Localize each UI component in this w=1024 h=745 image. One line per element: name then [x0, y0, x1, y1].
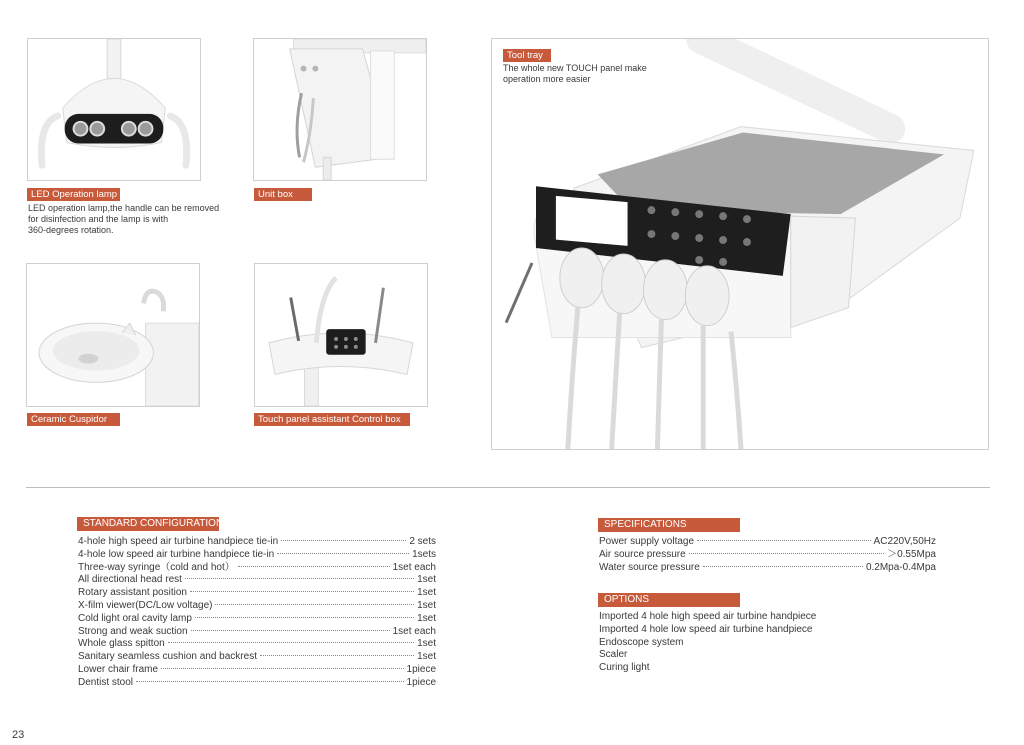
led-lamp-label: LED Operation lamp — [27, 188, 120, 201]
list-item: Strong and weak suction 1set each — [78, 625, 436, 637]
list-item: 4-hole low speed air turbine handpiece tie-in 1sets — [78, 548, 436, 560]
tool-tray-illustration — [492, 39, 988, 449]
list-item: Whole glass spitton 1set — [78, 638, 436, 650]
standard-configuration-title: STANDARD CONFIGURATION — [77, 517, 219, 531]
list-item: Three-way syringe（cold and hot） 1set each — [78, 561, 436, 573]
tool-tray-label: Tool tray — [503, 49, 551, 62]
list-item: 4-hole high speed air turbine handpiece tie-in 2 sets — [78, 536, 436, 547]
section-divider — [26, 487, 990, 488]
assistant-control-box-illustration — [255, 264, 427, 406]
led-lamp-illustration — [28, 39, 200, 180]
page-number: 23 — [12, 729, 25, 741]
list-item: Cold light oral cavity lamp 1set — [78, 612, 436, 624]
tool-tray-caption: The whole new TOUCH panel make operation more easier — [503, 63, 647, 84]
options-list — [599, 611, 816, 675]
led-lamp-caption: LED operation lamp,the handle can be removed for disinfection and the lamp is with 360-degrees rotation. — [28, 203, 220, 235]
list-item: All directional head rest 1set — [78, 574, 436, 586]
list-item: Lower chair frame 1piece — [78, 663, 436, 675]
standard-configuration-list — [78, 536, 436, 690]
list-item: Dentist stool 1piece — [78, 676, 436, 688]
list-item: Endoscope system — [599, 636, 684, 648]
unit-box-illustration — [254, 39, 426, 180]
specifications-list — [599, 536, 936, 574]
list-item: Air source pressure ＞0.55Mpa — [599, 548, 936, 560]
unit-box-label: Unit box — [254, 188, 312, 201]
options-title: OPTIONS — [598, 593, 740, 607]
list-item: Sanitary seamless cushion and backrest 1set — [78, 651, 436, 663]
specifications-title: SPECIFICATIONS — [598, 518, 740, 532]
tool-tray-photo — [491, 38, 989, 450]
cuspidor-photo — [26, 263, 200, 407]
list-item: Curing light — [599, 662, 650, 674]
list-item: Rotary assistant position 1set — [78, 587, 436, 599]
assistant-control-box-label: Touch panel assistant Control box — [254, 413, 410, 426]
cuspidor-illustration — [27, 264, 199, 406]
list-item: Water source pressure 0.2Mpa-0.4Mpa — [599, 561, 936, 573]
led-lamp-photo — [27, 38, 201, 181]
unit-box-photo — [253, 38, 427, 181]
cuspidor-label: Ceramic Cuspidor — [27, 413, 120, 426]
list-item: X-film viewer(DC/Low voltage) 1set — [78, 599, 436, 611]
list-item: Scaler — [599, 649, 628, 661]
list-item: Imported 4 hole high speed air turbine handpiece — [599, 611, 817, 622]
list-item: Power supply voltage AC220V,50Hz — [599, 536, 936, 547]
list-item: Imported 4 hole low speed air turbine handpiece — [599, 623, 813, 635]
assistant-control-box-photo — [254, 263, 428, 407]
